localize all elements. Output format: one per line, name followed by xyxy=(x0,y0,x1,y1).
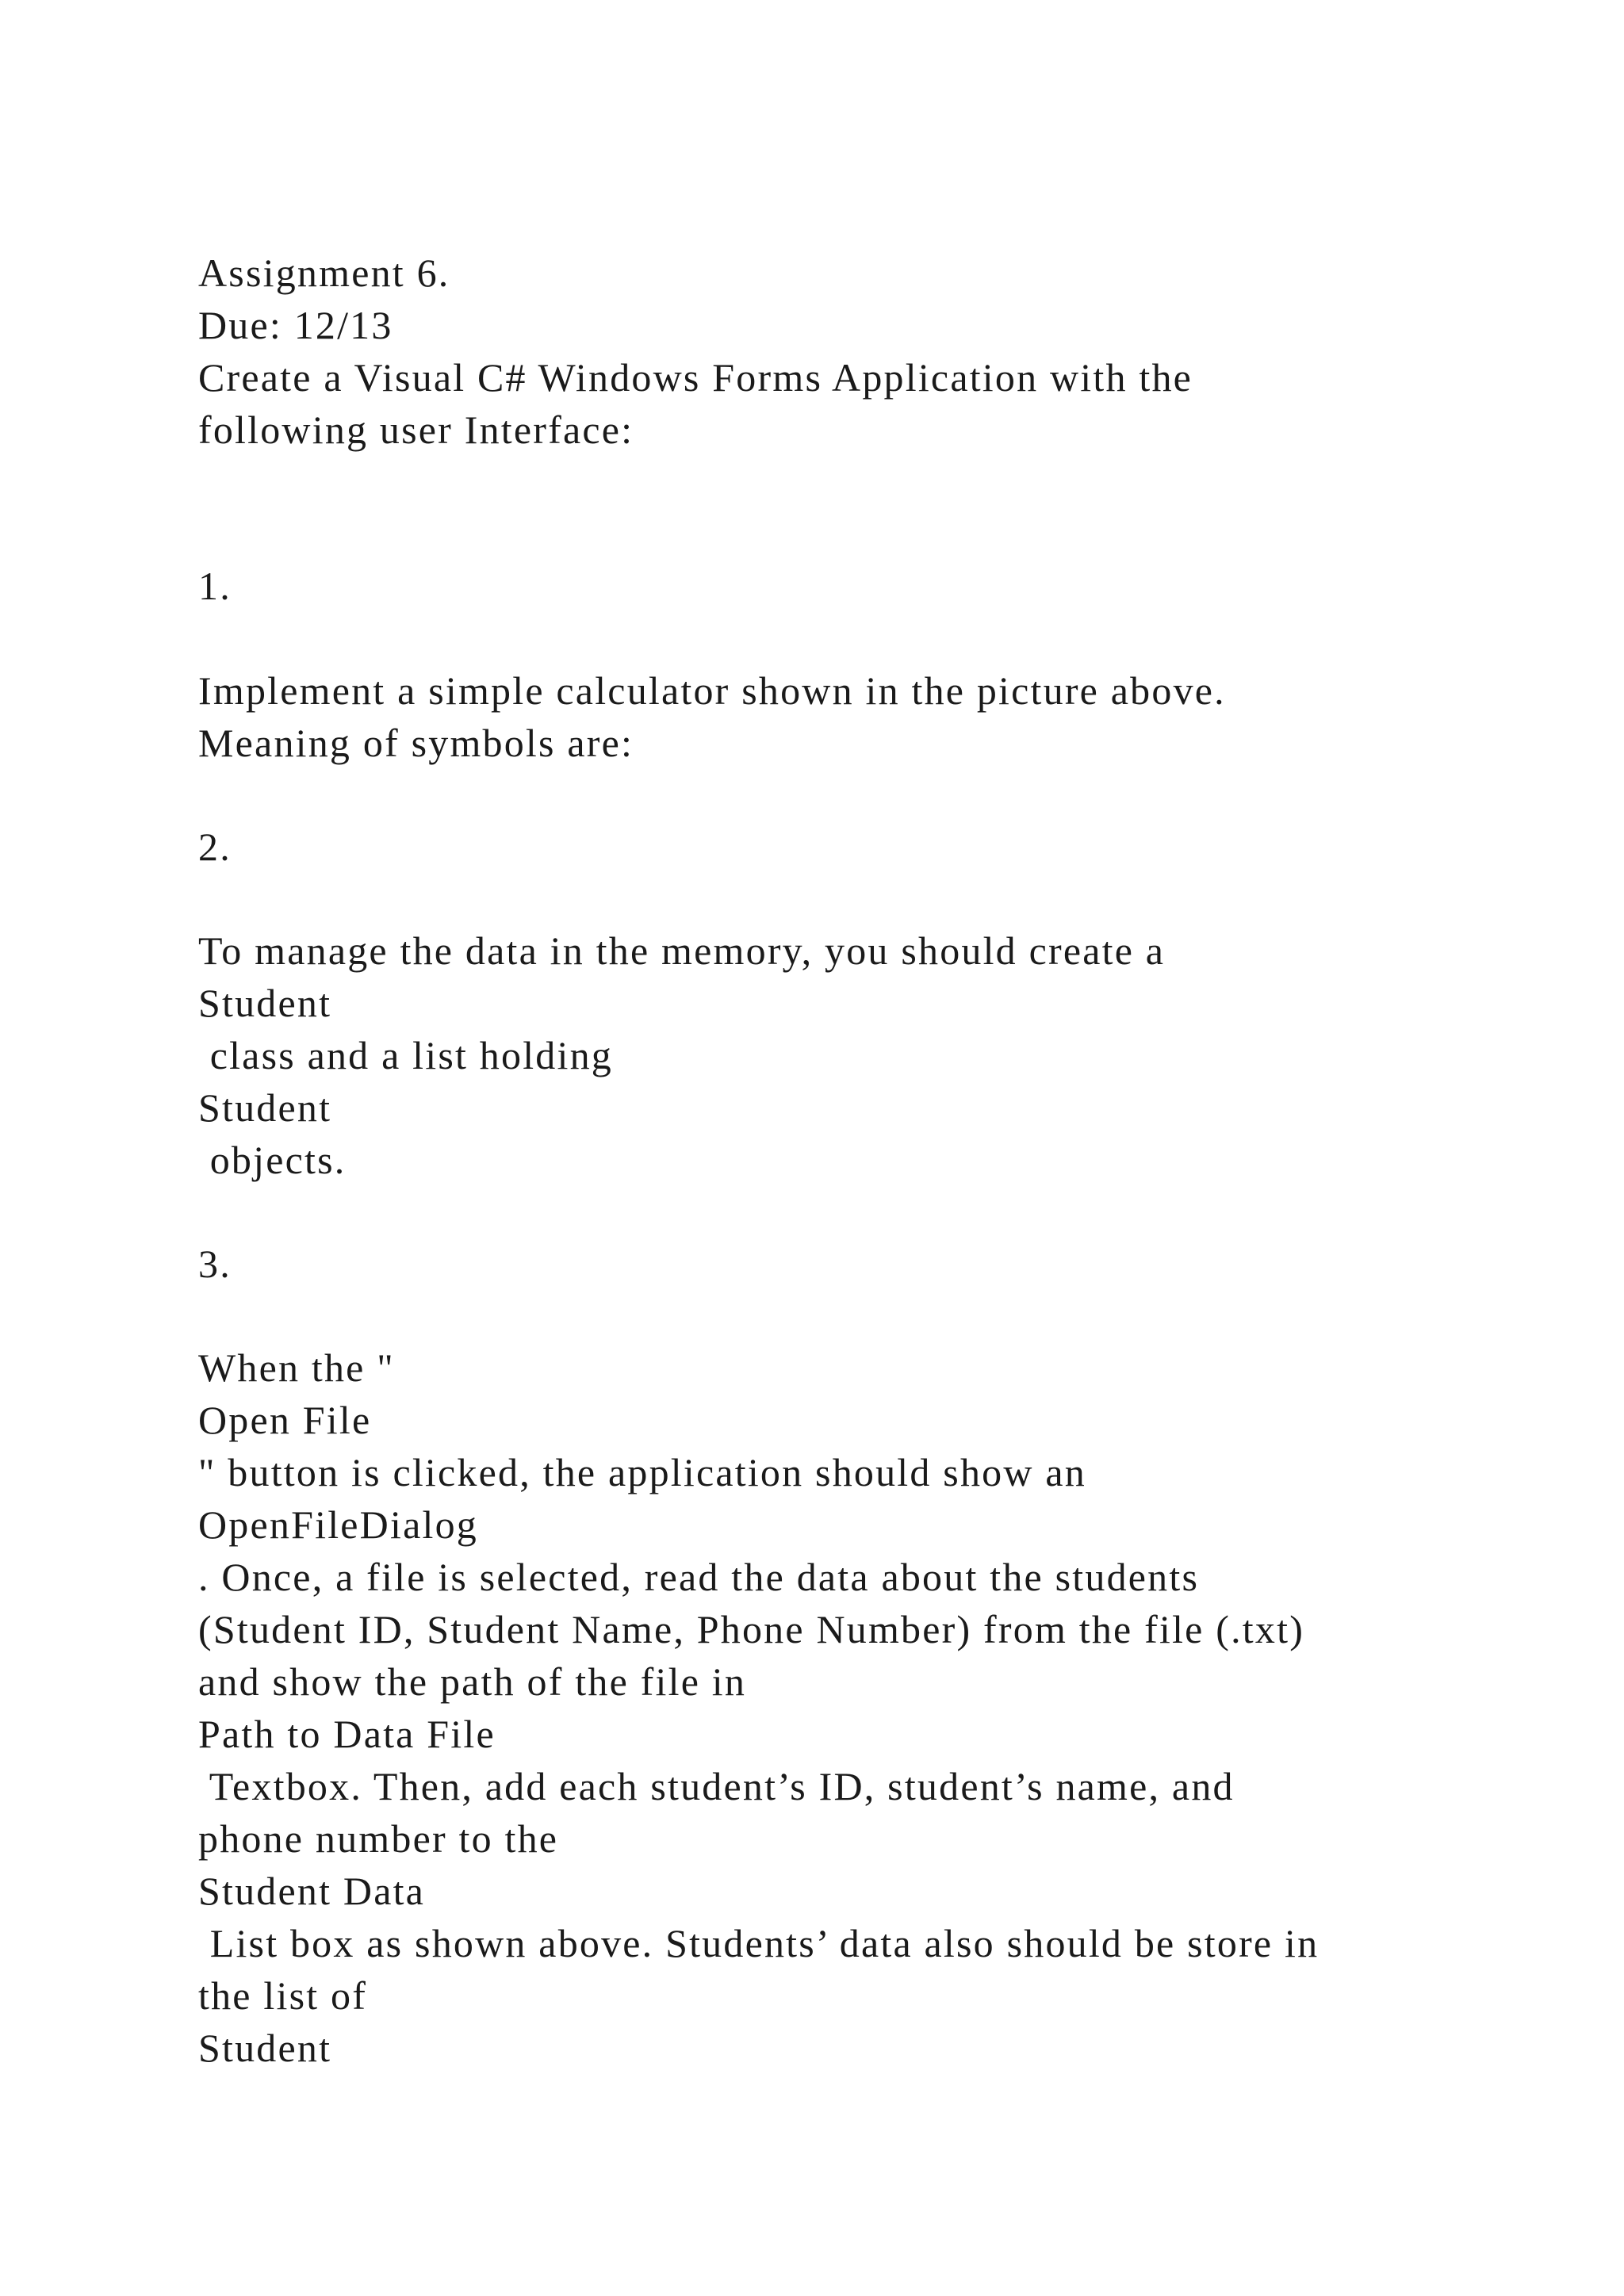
item-2-text-line-4: Student xyxy=(198,1085,332,1130)
item-1-text-line-1: Implement a simple calculator shown in the picture above. xyxy=(198,668,1226,713)
item-3-text-line-14: Student xyxy=(198,2026,332,2070)
item-3-text-line-2: Open File xyxy=(198,1398,372,1442)
intro-line-1: Create a Visual C# Windows Forms Application with the xyxy=(198,355,1193,400)
item-3-text-line-5: . Once, a file is selected, read the data about the students xyxy=(198,1555,1200,1599)
item-2-text-line-1: To manage the data in the memory, you should create a xyxy=(198,928,1166,973)
assignment-title: Assignment 6. xyxy=(198,251,450,295)
item-3-text-line-6: (Student ID, Student Name, Phone Number) from the file (.txt) xyxy=(198,1607,1305,1651)
item-3-text-line-10: phone number to the xyxy=(198,1816,559,1861)
item-1-text-line-2: Meaning of symbols are: xyxy=(198,721,634,765)
item-3-text-line-7: and show the path of the file in xyxy=(198,1659,747,1704)
item-3-text-line-8: Path to Data File xyxy=(198,1712,496,1756)
item-2-text-line-2: Student xyxy=(198,981,332,1025)
item-3-text-line-1: When the " xyxy=(198,1345,395,1390)
item-number-1: 1. xyxy=(198,564,232,608)
item-2-text-line-5: objects. xyxy=(198,1138,347,1182)
item-number-3: 3. xyxy=(198,1242,232,1286)
item-3-text-line-3: " button is clicked, the application should show an xyxy=(198,1450,1086,1494)
item-2-text-line-3: class and a list holding xyxy=(198,1033,613,1077)
intro-line-2: following user Interface: xyxy=(198,408,634,452)
item-3-text-line-11: Student Data xyxy=(198,1869,426,1913)
item-3-text-line-12: List box as shown above. Students’ data also should be store in xyxy=(198,1921,1320,1965)
item-3-text-line-13: the list of xyxy=(198,1973,368,2018)
item-3-text-line-9: Textbox. Then, add each student’s ID, student’s name, and xyxy=(198,1764,1235,1808)
item-number-2: 2. xyxy=(198,825,232,869)
due-date: Due: 12/13 xyxy=(198,303,393,347)
item-3-text-line-4: OpenFileDialog xyxy=(198,1502,478,1547)
